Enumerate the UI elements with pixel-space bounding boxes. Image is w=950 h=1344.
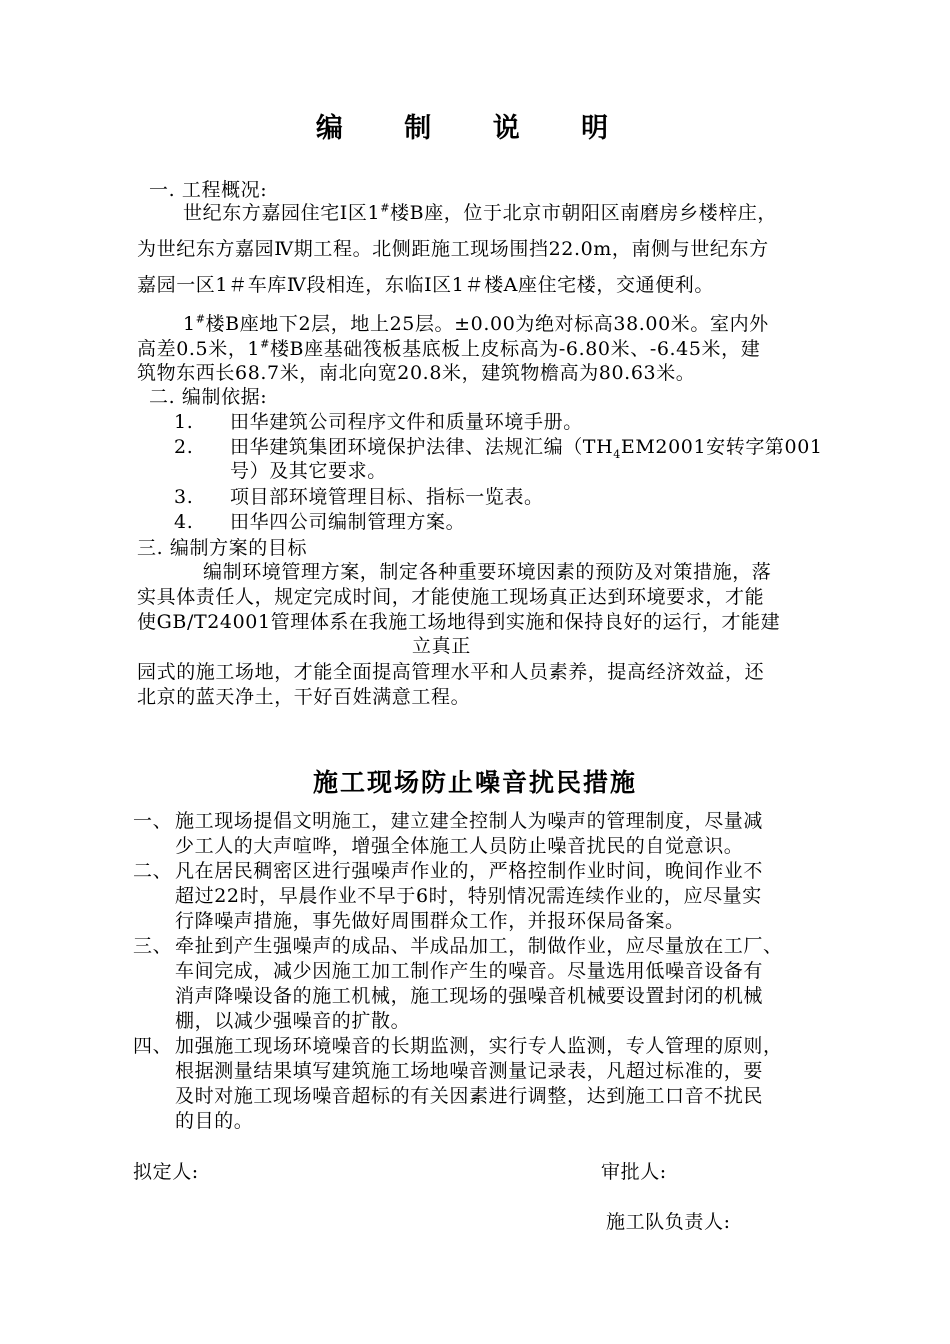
drafter-label: 拟定人: [133,1161,199,1183]
measure-line: 凡在居民稠密区进行强噪声作业的，严格控制作业时间，晚间作业不 [175,860,764,882]
measure-number: 四、 [133,1035,173,1057]
list-item-text: 田华建筑集团环境保护法律、法规汇编（$TH_4EM2001$安转字第001 [230,436,823,461]
section1-para2-line3: 筑物东西长68.7米，南北向宽20.8米，建筑物檐高为80.63米。 [137,362,696,384]
measure-line: 行降噪声措施，事先做好周围群众工作，并报环保局备案。 [175,910,685,932]
measure-line: 根据测量结果填写建筑施工场地噪音测量记录表，凡超过标准的，要 [175,1060,764,1082]
measure-line: 车间完成，减少因施工加工制作产生的噪音。尽量选用低噪音设备有 [175,960,764,982]
section1-para1-line2: 为世纪东方嘉园Ⅳ期工程。北侧距施工现场围挡22.0m，南侧与世纪东方 [137,238,769,260]
section1-para2-line2: 高差0.5米，1#楼B座基础筏板基底板上皮标高为-6.80米、-6.45米，建 [137,337,761,360]
list-item-number: 3. [174,486,194,508]
list-item-number: 4. [174,511,194,533]
list-item-number: 1. [174,411,194,433]
measure-line: 加强施工现场环境噪音的长期监测，实行专人监测，专人管理的原则， [175,1035,783,1057]
section1-para2-line1: 1#楼B座地下2层，地上25层。±0.00为绝对标高38.00米。室内外 [183,312,769,335]
measure-line: 消声降噪设备的施工机械，施工现场的强噪音机械要设置封闭的机械 [175,985,764,1007]
list-item-number: 2. [174,436,194,458]
list-item-text: 项目部环境管理目标、指标一览表。 [230,486,544,508]
list-item-text: 田华建筑公司程序文件和质量环境手册。 [230,411,583,433]
section3-line2: 实具体责任人，规定完成时间，才能使施工现场真正达到环境要求，才能 [137,586,765,608]
section3-line5: 园式的施工场地，才能全面提高管理水平和人员素养，提高经济效益，还 [137,661,765,683]
section3-heading: 三. 编制方案的目标 [137,537,308,559]
section3-line3: 使GB/T24001管理体系在我施工场地得到实施和保持良好的运行，才能建 [137,611,781,633]
measure-number: 一、 [133,810,173,832]
section1-heading: 一. 工程概况: [149,179,268,201]
section3-line4: 立真正 [412,635,471,657]
measure-line: 超过22时，早晨作业不早于6时，特别情况需连续作业的，应尽量实 [175,885,762,907]
measure-line: 棚，以减少强噪音的扩散。 [175,1010,411,1032]
section1-para1-line1: 世纪东方嘉园住宅Ⅰ区1#楼B座，位于北京市朝阳区南磨房乡楼梓庄， [183,201,777,224]
measure-line: 少工人的大声喧哗，增强全体施工人员防止噪音扰民的自觉意识。 [175,835,744,857]
section2-heading: 二. 编制依据: [149,386,268,408]
document-title: 编 制 说 明 [315,113,635,144]
section3-line6: 北京的蓝天净土，干好百姓满意工程。 [137,686,471,708]
measure-line: 施工现场提倡文明施工，建立建全控制人为噪声的管理制度，尽量减 [175,810,764,832]
list-item-text-continued: 号）及其它要求。 [230,460,387,482]
measure-line: 牵扯到产生强噪声的成品、半成品加工，制做作业，应尽量放在工厂、 [175,935,783,957]
list-item-text: 田华四公司编制管理方案。 [230,511,466,533]
measure-line: 及时对施工现场噪音超标的有关因素进行调整，达到施工口音不扰民 [175,1085,764,1107]
measure-line: 的目的。 [175,1110,254,1132]
section1-para1-line3: 嘉园一区1＃车库Ⅳ段相连，东临Ⅰ区1＃楼A座住宅楼，交通便利。 [137,274,714,296]
section3-line1: 编制环境管理方案，制定各种重要环境因素的预防及对策措施，落 [203,561,772,583]
team-lead-label: 施工队负责人: [606,1211,731,1233]
measures-title: 施工现场防止噪音扰民措施 [312,768,637,797]
measure-number: 二、 [133,860,173,882]
approver-label: 审批人: [601,1161,667,1183]
measure-number: 三、 [133,935,173,957]
